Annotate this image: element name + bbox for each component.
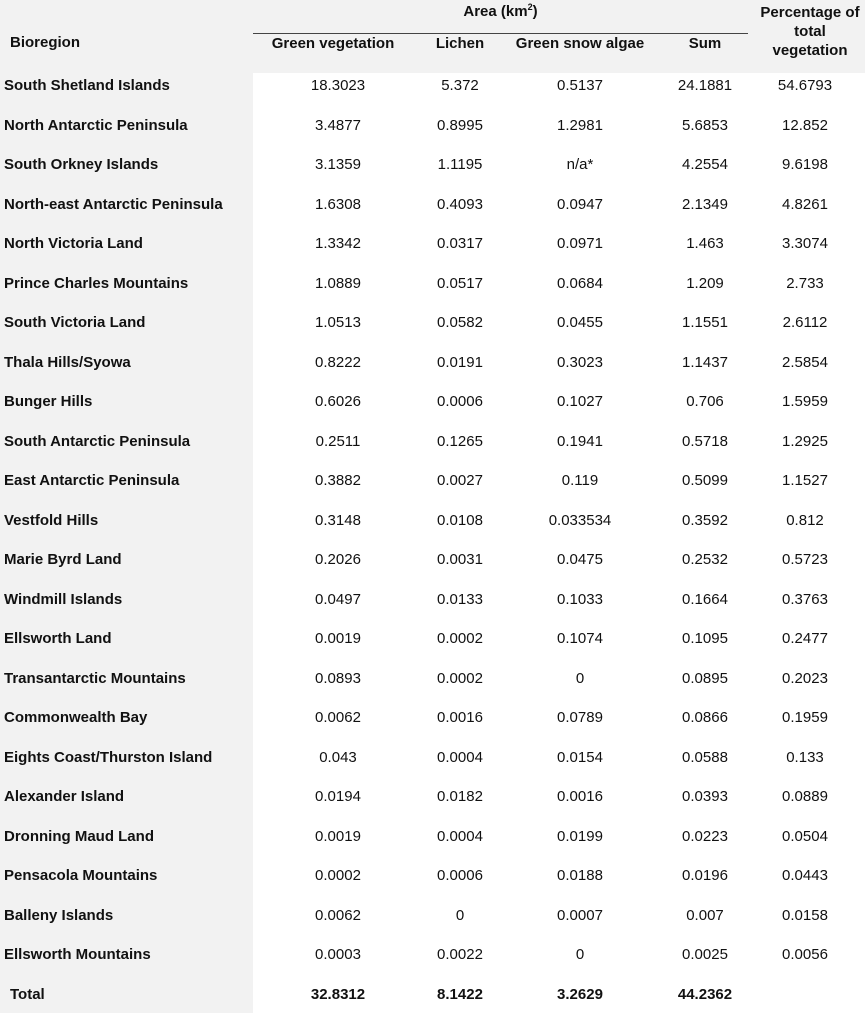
cell-green-snow-algae: 0.033534	[505, 512, 655, 530]
table-row	[0, 429, 865, 469]
cell-sum: 0.1664	[665, 591, 745, 609]
cell-lichen: 0.0191	[420, 354, 500, 372]
cell-lichen: 0.1265	[420, 433, 500, 451]
cell-percentage: 0.812	[755, 512, 855, 530]
cell-sum: 0.2532	[665, 551, 745, 569]
cell-lichen: 0.0517	[420, 275, 500, 293]
cell-green-snow-algae: 0.1941	[505, 433, 655, 451]
cell-green-vegetation: 0.0003	[263, 946, 413, 964]
cell-sum: 0.0196	[665, 867, 745, 885]
cell-lichen: 0.0182	[420, 788, 500, 806]
cell-bioregion: South Antarctic Peninsula	[4, 433, 190, 451]
area-group-rule	[253, 33, 748, 34]
cell-lichen: 0.0031	[420, 551, 500, 569]
cell-bioregion: North-east Antarctic Peninsula	[4, 196, 223, 214]
cell-lichen: 0.0317	[420, 235, 500, 253]
cell-percentage: 0.2477	[755, 630, 855, 648]
cell-lichen: 0.4093	[420, 196, 500, 214]
cell-percentage: 1.2925	[755, 433, 855, 451]
cell-green-snow-algae: 0	[505, 946, 655, 964]
cell-green-vegetation: 1.0889	[263, 275, 413, 293]
table-row	[0, 903, 865, 943]
cell-lichen: 0.8995	[420, 117, 500, 135]
header-area-superscript: 2	[528, 2, 533, 12]
table-row	[0, 468, 865, 508]
header-area-text: Area (km	[463, 3, 527, 20]
header-area-group	[253, 3, 748, 21]
cell-bioregion: Thala Hills/Syowa	[4, 354, 131, 372]
cell-green-snow-algae: 0.0016	[505, 788, 655, 806]
cell-lichen: 0.0133	[420, 591, 500, 609]
cell-bioregion: Pensacola Mountains	[4, 867, 157, 885]
cell-lichen: 5.372	[420, 77, 500, 95]
cell-sum: 0.0025	[665, 946, 745, 964]
table-row	[0, 113, 865, 153]
table-row-total	[0, 982, 865, 1021]
table-row	[0, 231, 865, 271]
cell-green-snow-algae: 0.0199	[505, 828, 655, 846]
cell-percentage: 2.5854	[755, 354, 855, 372]
cell-sum: 1.1437	[665, 354, 745, 372]
cell-bioregion: Ellsworth Land	[4, 630, 112, 648]
total-green-snow-algae: 3.2629	[505, 986, 655, 1004]
cell-green-vegetation: 3.4877	[263, 117, 413, 135]
header-bioregion: Bioregion	[10, 34, 80, 52]
cell-percentage: 0.3763	[755, 591, 855, 609]
cell-green-snow-algae: 0.0007	[505, 907, 655, 925]
cell-bioregion: Windmill Islands	[4, 591, 122, 609]
table-body	[0, 73, 865, 1021]
cell-sum: 0.5718	[665, 433, 745, 451]
cell-sum: 1.1551	[665, 314, 745, 332]
table-row	[0, 192, 865, 232]
cell-green-vegetation: 3.1359	[263, 156, 413, 174]
cell-lichen: 0.0016	[420, 709, 500, 727]
cell-green-snow-algae: 0.0971	[505, 235, 655, 253]
total-label: Total	[10, 986, 45, 1004]
cell-percentage: 1.1527	[755, 472, 855, 490]
cell-green-snow-algae: 0.0455	[505, 314, 655, 332]
cell-green-vegetation: 0.0019	[263, 828, 413, 846]
cell-green-snow-algae: 0.3023	[505, 354, 655, 372]
cell-green-vegetation: 0.0062	[263, 907, 413, 925]
header-area-close: )	[533, 3, 538, 20]
table-row	[0, 271, 865, 311]
cell-percentage: 0.1959	[755, 709, 855, 727]
cell-green-snow-algae: 0.1074	[505, 630, 655, 648]
header-lichen: Lichen	[420, 35, 500, 53]
table-row	[0, 350, 865, 390]
cell-lichen: 0.0006	[420, 867, 500, 885]
cell-percentage: 0.0056	[755, 946, 855, 964]
cell-sum: 0.0588	[665, 749, 745, 767]
cell-green-vegetation: 1.3342	[263, 235, 413, 253]
cell-green-vegetation: 0.0019	[263, 630, 413, 648]
cell-green-snow-algae: 0.1027	[505, 393, 655, 411]
cell-green-snow-algae: 0.0188	[505, 867, 655, 885]
cell-lichen: 0.0108	[420, 512, 500, 530]
table-row	[0, 508, 865, 548]
cell-bioregion: North Victoria Land	[4, 235, 143, 253]
cell-bioregion: South Shetland Islands	[4, 77, 170, 95]
cell-sum: 5.6853	[665, 117, 745, 135]
cell-percentage: 54.6793	[755, 77, 855, 95]
cell-green-vegetation: 0.0194	[263, 788, 413, 806]
total-green-vegetation: 32.8312	[263, 986, 413, 1004]
cell-green-vegetation: 1.0513	[263, 314, 413, 332]
cell-green-vegetation: 0.3148	[263, 512, 413, 530]
header-percentage: Percentage of total vegetation	[755, 3, 865, 60]
cell-green-vegetation: 0.0497	[263, 591, 413, 609]
cell-sum: 0.0866	[665, 709, 745, 727]
table-row	[0, 73, 865, 113]
table-row	[0, 863, 865, 903]
cell-sum: 0.706	[665, 393, 745, 411]
cell-green-snow-algae: 0.1033	[505, 591, 655, 609]
table-row	[0, 942, 865, 982]
cell-bioregion: Marie Byrd Land	[4, 551, 122, 569]
cell-percentage: 3.3074	[755, 235, 855, 253]
cell-green-snow-algae: 0	[505, 670, 655, 688]
table-row	[0, 666, 865, 706]
cell-sum: 0.1095	[665, 630, 745, 648]
cell-green-snow-algae: 0.0684	[505, 275, 655, 293]
header-green-vegetation: Green vegetation	[258, 35, 408, 53]
cell-bioregion: Eights Coast/Thurston Island	[4, 749, 212, 767]
cell-percentage: 0.5723	[755, 551, 855, 569]
cell-green-vegetation: 0.2026	[263, 551, 413, 569]
cell-bioregion: East Antarctic Peninsula	[4, 472, 179, 490]
cell-percentage: 0.0889	[755, 788, 855, 806]
cell-sum: 0.0895	[665, 670, 745, 688]
cell-green-snow-algae: 0.0789	[505, 709, 655, 727]
cell-green-snow-algae: 0.119	[505, 472, 655, 490]
cell-green-snow-algae: 0.0154	[505, 749, 655, 767]
cell-sum: 0.0393	[665, 788, 745, 806]
table-row	[0, 784, 865, 824]
cell-lichen: 0.0004	[420, 828, 500, 846]
cell-green-vegetation: 18.3023	[263, 77, 413, 95]
cell-lichen: 0.0027	[420, 472, 500, 490]
cell-percentage: 0.2023	[755, 670, 855, 688]
cell-green-vegetation: 0.2511	[263, 433, 413, 451]
cell-green-vegetation: 0.0002	[263, 867, 413, 885]
cell-sum: 0.0223	[665, 828, 745, 846]
table-row	[0, 152, 865, 192]
cell-sum: 0.5099	[665, 472, 745, 490]
cell-lichen: 0.0004	[420, 749, 500, 767]
table-row	[0, 389, 865, 429]
cell-lichen: 0.0582	[420, 314, 500, 332]
cell-green-vegetation: 0.043	[263, 749, 413, 767]
cell-green-vegetation: 0.6026	[263, 393, 413, 411]
cell-lichen: 0.0002	[420, 630, 500, 648]
cell-percentage: 1.5959	[755, 393, 855, 411]
table-row	[0, 824, 865, 864]
cell-lichen: 0.0006	[420, 393, 500, 411]
cell-bioregion: Balleny Islands	[4, 907, 113, 925]
table-row	[0, 587, 865, 627]
cell-bioregion: Commonwealth Bay	[4, 709, 147, 727]
table-row	[0, 310, 865, 350]
table-row	[0, 547, 865, 587]
cell-bioregion: Dronning Maud Land	[4, 828, 154, 846]
cell-green-snow-algae: 0.0475	[505, 551, 655, 569]
cell-bioregion: Alexander Island	[4, 788, 124, 806]
cell-bioregion: Ellsworth Mountains	[4, 946, 151, 964]
cell-percentage: 4.8261	[755, 196, 855, 214]
cell-bioregion: Bunger Hills	[4, 393, 92, 411]
cell-green-snow-algae: 1.2981	[505, 117, 655, 135]
cell-bioregion: North Antarctic Peninsula	[4, 117, 188, 135]
cell-green-vegetation: 0.3882	[263, 472, 413, 490]
cell-percentage: 2.733	[755, 275, 855, 293]
cell-sum: 2.1349	[665, 196, 745, 214]
cell-green-snow-algae: 0.0947	[505, 196, 655, 214]
cell-percentage: 0.0443	[755, 867, 855, 885]
cell-green-snow-algae: 0.5137	[505, 77, 655, 95]
cell-percentage: 12.852	[755, 117, 855, 135]
cell-percentage: 0.133	[755, 749, 855, 767]
total-sum: 44.2362	[665, 986, 745, 1004]
cell-percentage: 0.0158	[755, 907, 855, 925]
cell-sum: 0.007	[665, 907, 745, 925]
cell-lichen: 0.0022	[420, 946, 500, 964]
header-green-snow-algae: Green snow algae	[505, 35, 655, 53]
cell-percentage: 2.6112	[755, 314, 855, 332]
cell-sum: 0.3592	[665, 512, 745, 530]
header-sum: Sum	[665, 35, 745, 53]
table-row	[0, 745, 865, 785]
cell-lichen: 0.0002	[420, 670, 500, 688]
cell-bioregion: Vestfold Hills	[4, 512, 98, 530]
cell-sum: 24.1881	[665, 77, 745, 95]
cell-green-vegetation: 0.0062	[263, 709, 413, 727]
cell-sum: 1.209	[665, 275, 745, 293]
cell-lichen: 1.1195	[420, 156, 500, 174]
cell-green-snow-algae: n/a*	[505, 156, 655, 174]
total-lichen: 8.1422	[420, 986, 500, 1004]
table-row	[0, 626, 865, 666]
cell-bioregion: Prince Charles Mountains	[4, 275, 188, 293]
cell-lichen: 0	[420, 907, 500, 925]
cell-bioregion: South Victoria Land	[4, 314, 145, 332]
cell-green-vegetation: 0.8222	[263, 354, 413, 372]
cell-percentage: 9.6198	[755, 156, 855, 174]
cell-green-vegetation: 1.6308	[263, 196, 413, 214]
cell-sum: 4.2554	[665, 156, 745, 174]
cell-bioregion: South Orkney Islands	[4, 156, 158, 174]
cell-percentage: 0.0504	[755, 828, 855, 846]
cell-sum: 1.463	[665, 235, 745, 253]
table-row	[0, 705, 865, 745]
cell-bioregion: Transantarctic Mountains	[4, 670, 186, 688]
cell-green-vegetation: 0.0893	[263, 670, 413, 688]
